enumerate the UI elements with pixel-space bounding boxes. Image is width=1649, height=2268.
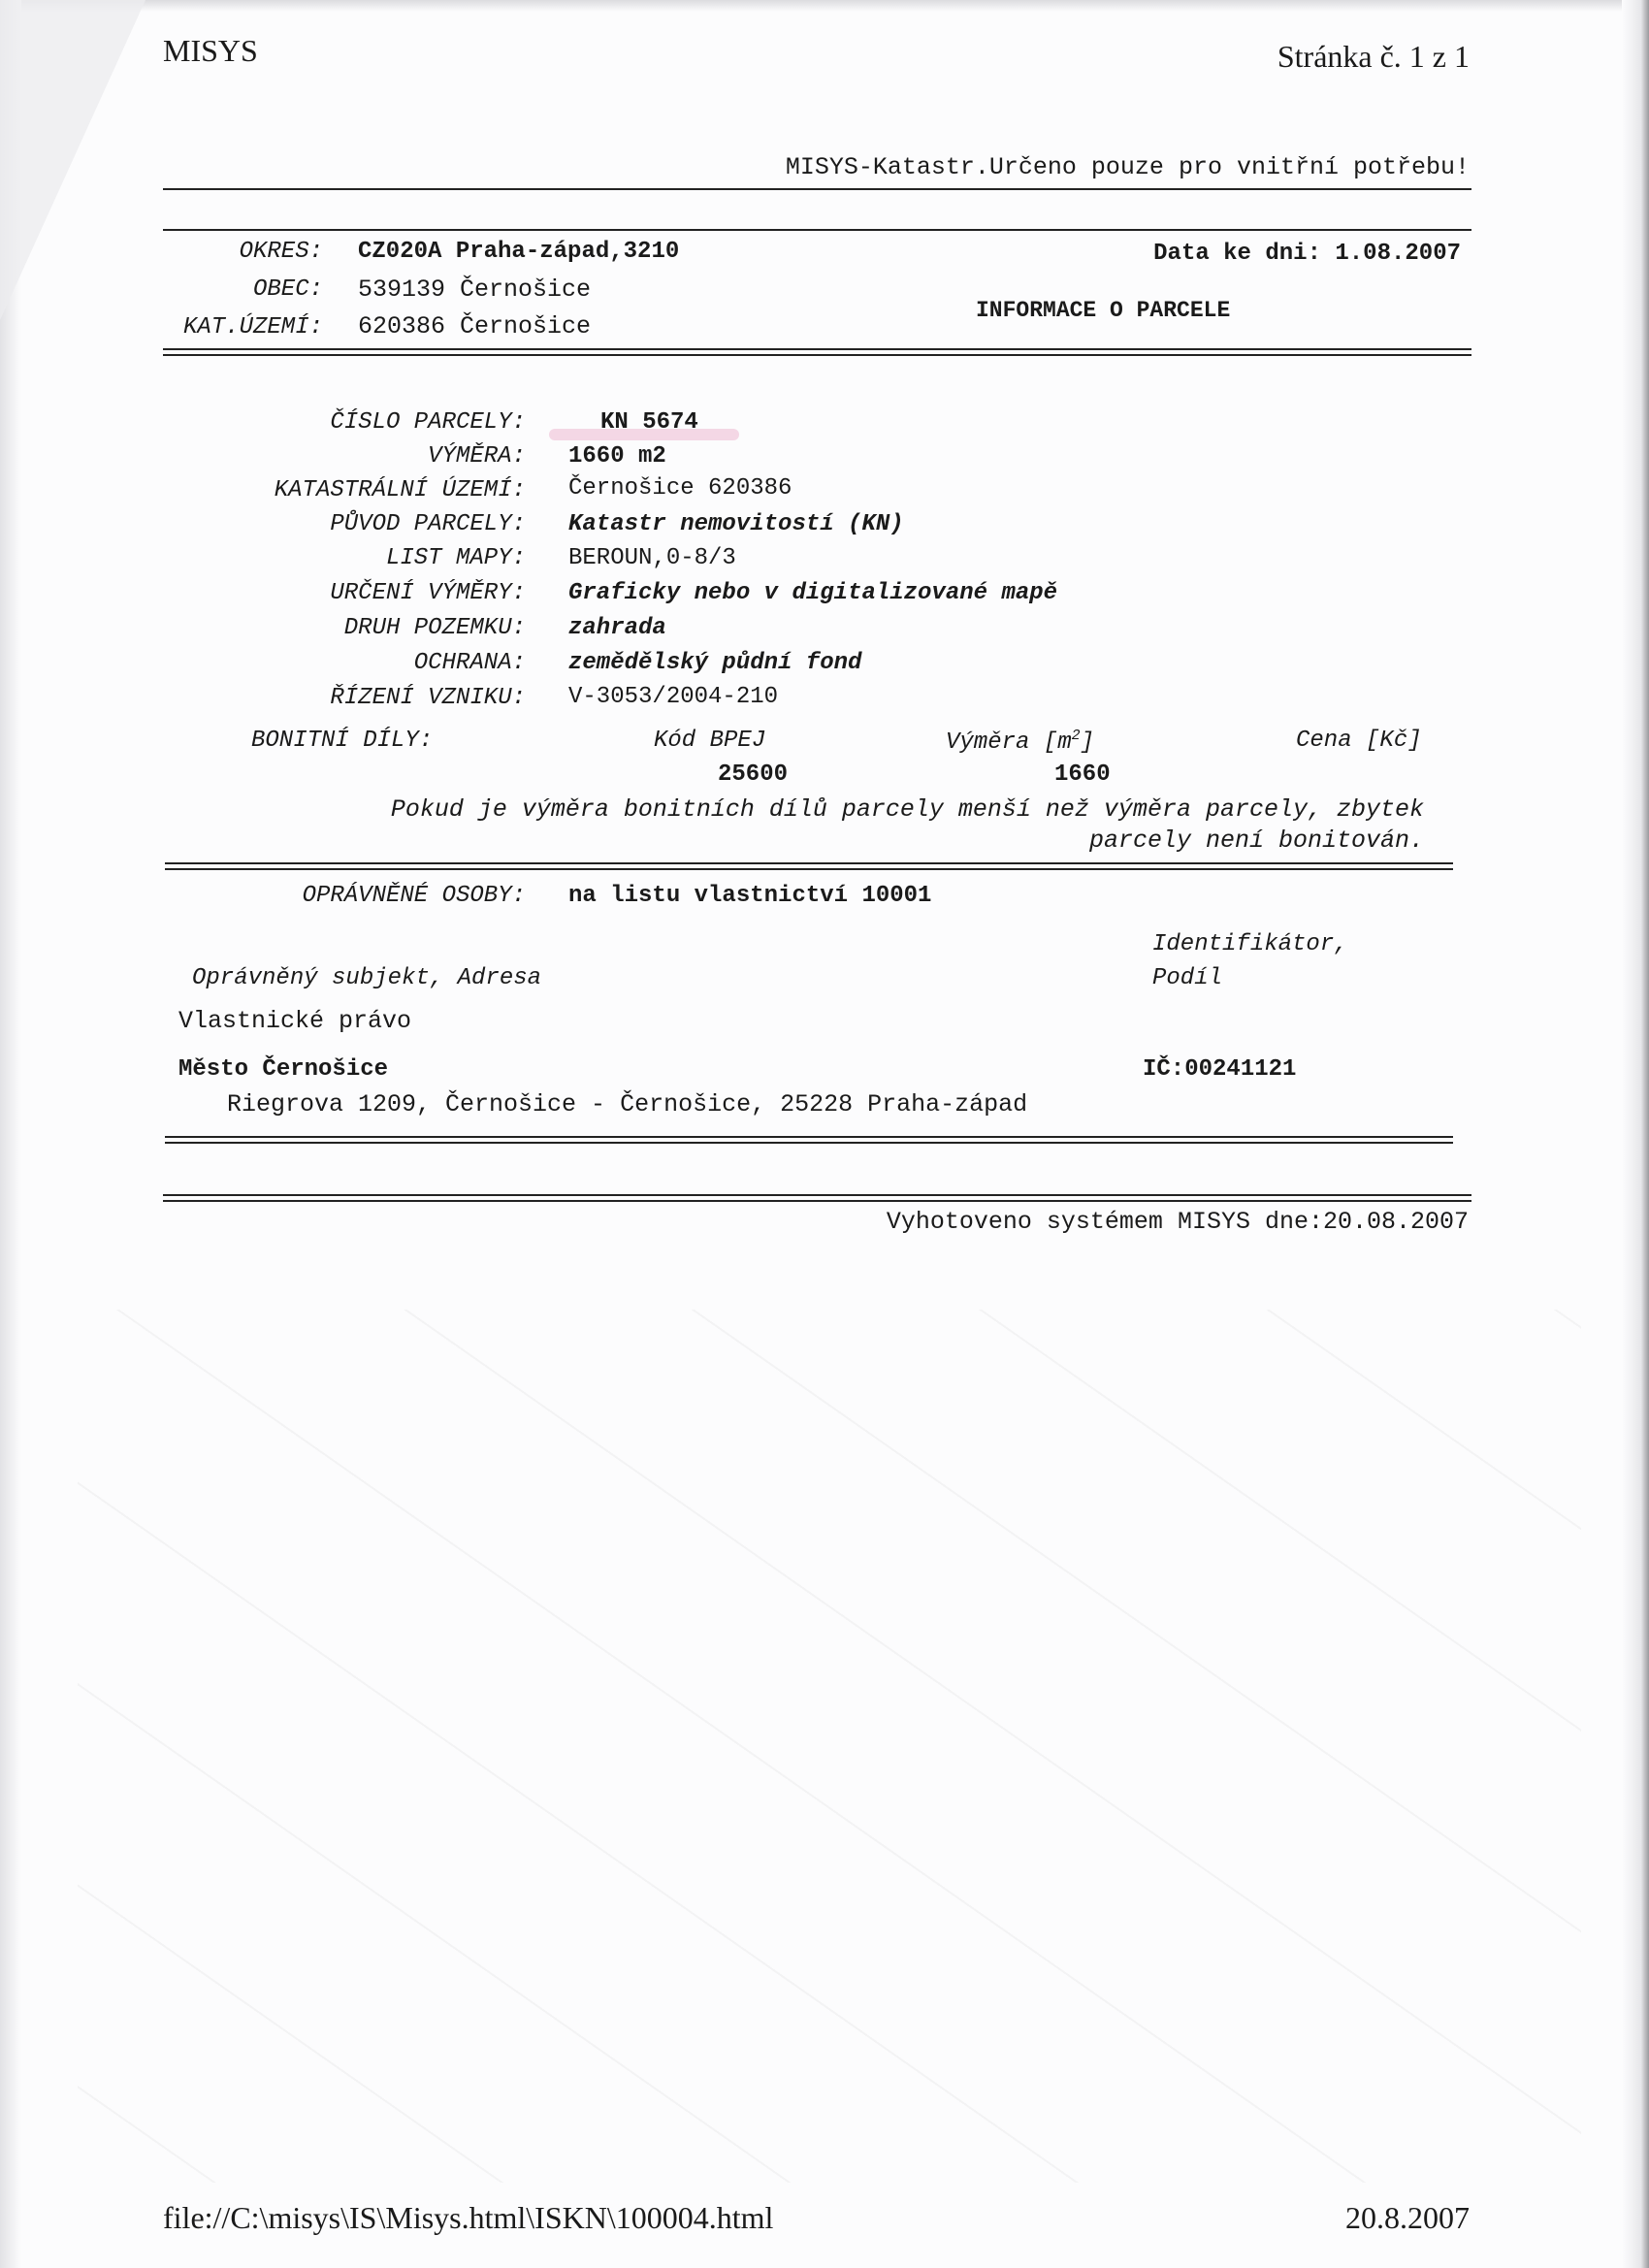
- kat-value: 620386 Černošice: [358, 312, 592, 340]
- show-through-map: [78, 1310, 1581, 2183]
- divider: [165, 1142, 1453, 1144]
- field-label: PŮVOD PARCELY:: [330, 511, 526, 537]
- field-label: LIST MAPY:: [385, 545, 526, 571]
- divider: [165, 862, 1453, 864]
- owner-address: Riegrova 1209, Černošice - Černošice, 25228 Praha-západ: [227, 1090, 1028, 1118]
- field-label: URČENÍ VÝMĚRY:: [330, 580, 526, 606]
- okres-value: CZ020A Praha-západ,3210: [358, 239, 680, 265]
- obec-label: OBEC:: [252, 276, 323, 303]
- file-path: file://C:\misys\IS\Misys.html\ISKN\100004.html: [163, 2200, 774, 2235]
- field-label: ŘÍZENÍ VZNIKU:: [330, 685, 526, 711]
- page-indicator: Stránka č. 1 z 1: [1277, 39, 1470, 74]
- obec-value: 539139 Černošice: [358, 275, 592, 304]
- field-label: DRUH POZEMKU:: [343, 615, 526, 641]
- soil-note-line1: Pokud je výměra bonitních dílů parcely menší než výměra parcely, zbytek: [390, 795, 1424, 824]
- parcel-number: KN 5674: [600, 409, 698, 436]
- internal-use-notice: MISYS-Katastr.Určeno pouze pro vnitřní potřebu!: [785, 153, 1470, 181]
- subject-header: Oprávněný subjekt, Adresa: [192, 965, 542, 991]
- scan-edge-right: [1622, 0, 1649, 2268]
- divider: [163, 1200, 1471, 1202]
- data-ke-dni: Data ke dni: 1.08.2007: [1153, 241, 1461, 267]
- document-title: INFORMACE O PARCELE: [976, 298, 1231, 323]
- scan-shadow-left: [0, 0, 21, 2268]
- right-type: Vlastnické právo: [178, 1007, 412, 1035]
- owners-label: OPRÁVNĚNÉ OSOBY:: [302, 883, 526, 909]
- app-name: MISYS: [163, 33, 258, 68]
- parcel-origin: Katastr nemovitostí (KN): [568, 511, 904, 537]
- identifier-header: Identifikátor,: [1152, 931, 1348, 957]
- field-label: KATASTRÁLNÍ ÚZEMÍ:: [274, 477, 526, 503]
- cadastral-area: Černošice 620386: [568, 475, 792, 502]
- land-type: zahrada: [568, 615, 666, 641]
- bpej-value: 25600: [718, 761, 789, 788]
- divider: [163, 354, 1471, 356]
- field-label: OCHRANA:: [413, 650, 526, 676]
- divider: [163, 188, 1471, 190]
- generated-by: Vyhotoveno systémem MISYS dne:20.08.2007: [886, 1208, 1469, 1236]
- soil-note-line2: parcely není bonitován.: [1088, 826, 1424, 855]
- price-header: Cena [Kč]: [1296, 728, 1422, 754]
- share-header: Podíl: [1152, 965, 1223, 991]
- field-label: ČÍSLO PARCELY:: [330, 409, 526, 436]
- area-value: 1660: [1054, 761, 1111, 788]
- kat-label: KAT.ÚZEMÍ:: [182, 314, 323, 340]
- bpej-header: Kód BPEJ: [654, 728, 766, 754]
- highlighter-mark: [549, 429, 739, 440]
- divider: [163, 348, 1471, 350]
- folded-corner: [0, 0, 146, 320]
- owner-identifier: IČ:00241121: [1143, 1056, 1297, 1083]
- area-determination: Graficky nebo v digitalizované mapě: [568, 580, 1058, 606]
- okres-label: OKRES:: [239, 239, 323, 265]
- divider: [165, 868, 1453, 870]
- map-sheet: BEROUN,0-8/3: [568, 545, 736, 571]
- field-label: VÝMĚRA:: [428, 443, 526, 470]
- divider: [165, 1136, 1453, 1138]
- divider: [163, 1194, 1471, 1196]
- soil-units-label: BONITNÍ DÍLY:: [251, 728, 434, 754]
- divider: [163, 229, 1471, 231]
- owner-name: Město Černošice: [178, 1056, 389, 1083]
- scan-shadow-top: [0, 0, 1649, 12]
- print-date: 20.8.2007: [1345, 2200, 1470, 2235]
- parcel-area: 1660 m2: [568, 443, 666, 470]
- origin-procedure: V-3053/2004-210: [568, 684, 779, 710]
- protection: zemědělský půdní fond: [568, 650, 862, 676]
- ownership-sheet: na listu vlastnictví 10001: [568, 883, 932, 909]
- area-header: Výměra $[m^2]$: [946, 728, 1095, 756]
